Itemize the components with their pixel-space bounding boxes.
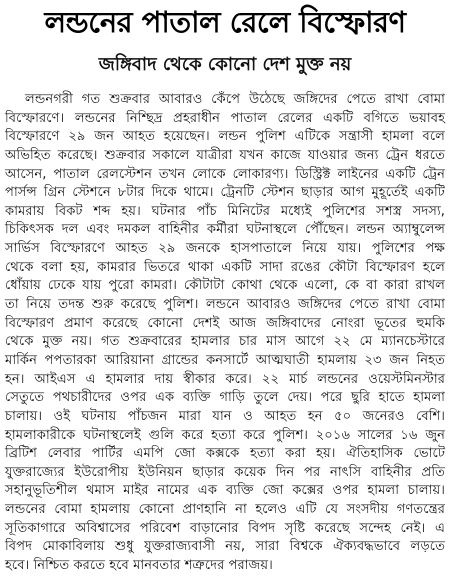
body-line: চিকিৎসক দল এবং দমকল বাহিনীর কর্মীরা ঘটনাস্থলে পৌঁছেন। লন্ডন অ্যাম্বুলেন্স [5, 222, 445, 238]
body-line: বিস্ফোরণ প্রমাণ করেছে কোনো দেশই আজ জঙ্গিবাদের নোংরা ভূতের হুমকি [5, 315, 445, 331]
body-line: সহানুভূতিশীল থমাস মাইর নামের এক ব্যক্তি জো কক্সের ওপর হামলা চালায়। [5, 483, 445, 499]
article-headline: লন্ডনের পাতাল রেলে বিস্ফোরণ [44, 5, 406, 39]
body-line: সেতুতে পথচারীদের ওপর এক ব্যক্তি গাড়ি তুলে দেয়। পরে ছুরি হাতে হামলা [5, 390, 445, 406]
article-body [5, 91, 445, 574]
article-subheadline: জঙ্গিবাদ থেকে কোনো দেশ মুক্ত নয় [98, 54, 352, 75]
body-line: যুক্তরাজ্যের ইউরোপীয় ইউনিয়ন ছাড়ার কয়েক দিন পর নাৎসি বাহিনীর প্রতি [5, 464, 445, 480]
body-line: সার্ভিস বিস্ফোরণে আহত ২৯ জনকে হাসপাতালে নিয়ে যায়। পুলিশের পক্ষ [5, 241, 445, 257]
body-line: লন্ডনের বোমা হামলায় কোনো প্রাণহানি না হলেও এটি যে সংসদীয় গণতন্ত্রের [5, 502, 445, 518]
body-line: থেকে মুক্ত নয়। গত শুক্রবারের হামলার চার মাস আগে ২২ মে ম্যানচেস্টারে [5, 334, 445, 350]
body-line: বিপদ মোকাবিলায় শুধু যুক্তরাজ্যবাসী নয়, সারা বিশ্বকে ঐক্যবদ্ধভাবে লড়তে [5, 539, 445, 555]
body-line: কামরায় বিকট শব্দ হয়। ঘটনার পাঁচ মিনিটের মধ্যেই পুলিশের সশস্ত্র সদস্য, [5, 203, 445, 219]
body-line: পার্সন্স গ্রিন স্টেশনে ৮টার দিকে থামে। ট্রেনটি স্টেশন ছাড়ার আগ মুহূর্তেই একটি [5, 185, 445, 201]
body-line: সূতিকাগারে অবিশ্বাসের পরিবেশ বাড়ানোর বিপদ সৃষ্টি করেছে সন্দেহ নেই। এ [5, 520, 445, 536]
body-line: হামলাকারীকে ঘটনাস্থলেই গুলি করে হত্যা করে পুলিশ। ২০১৬ সালের ১৬ জুন [5, 427, 445, 443]
body-line: হবে। নিশ্চিত করতে হবে মানবতার শত্রুদের পরাজয়। [5, 558, 273, 574]
body-line: লন্ডনগরী গত শুক্রবার আবারও কেঁপে উঠেছে জঙ্গিদের পেতে রাখা বোমা [25, 92, 445, 107]
body-line: ধোঁয়ায় ঢেকে যায় পুরো কামরা। কৌটাটা কোথা থেকে এলো, কে বা কারা রাখল [5, 278, 445, 294]
body-line: তা নিয়ে তদন্ত শুরু করেছে পুলিশ। লন্ডনে আবারও জঙ্গিদের পেতে রাখা বোমা [5, 297, 445, 313]
body-line: মার্কিন পপতারকা আরিয়ানা গ্রান্ডের কনসার্টে আত্মঘাতী হামলায় ২৩ জন নিহত [5, 352, 445, 368]
body-line: থেকে বলা হয়, কামরার ভিতরে থাকা একটি সাদা রঙের কৌটা বিস্ফোরণ হলে [5, 259, 445, 275]
body-line: হন। আইএস এ হামলার দায় স্বীকার করে। ২২ মার্চ লন্ডনের ওয়েস্টমিনস্টার [5, 371, 445, 387]
body-line: আসেন, পাতাল রেলস্টেশন তখন লোকে লোকারণ্য। ডিস্ট্রিক্ট লাইনের একটি ট্রেন [5, 166, 445, 182]
body-line: বিস্ফোরণে ২৯ জন আহত হয়েছেন। লন্ডন পুলিশ এটিকে সন্ত্রাসী হামলা বলে [5, 129, 445, 145]
body-line: চালায়। ওই ঘটনায় পাঁচজন মারা যান ও আহত হন ৫০ জনেরও বেশি। [5, 408, 445, 424]
body-line: ব্রিটিশ লেবার পার্টির এমপি জো কক্সকে হত্যা করা হয়। ঐতিহাসিক ভোটে [5, 446, 445, 462]
body-line: বিস্ফোরণে। লন্ডনের নিশ্ছিদ্র প্রহরাধীন পাতাল রেলের একটি বগিতে ভয়াবহ [5, 110, 445, 126]
body-line: অভিহিত করেছে। শুক্রবার সকালে যাত্রীরা যখন কাজে যাওয়ার জন্য ট্রেন ধরতে [5, 147, 445, 163]
